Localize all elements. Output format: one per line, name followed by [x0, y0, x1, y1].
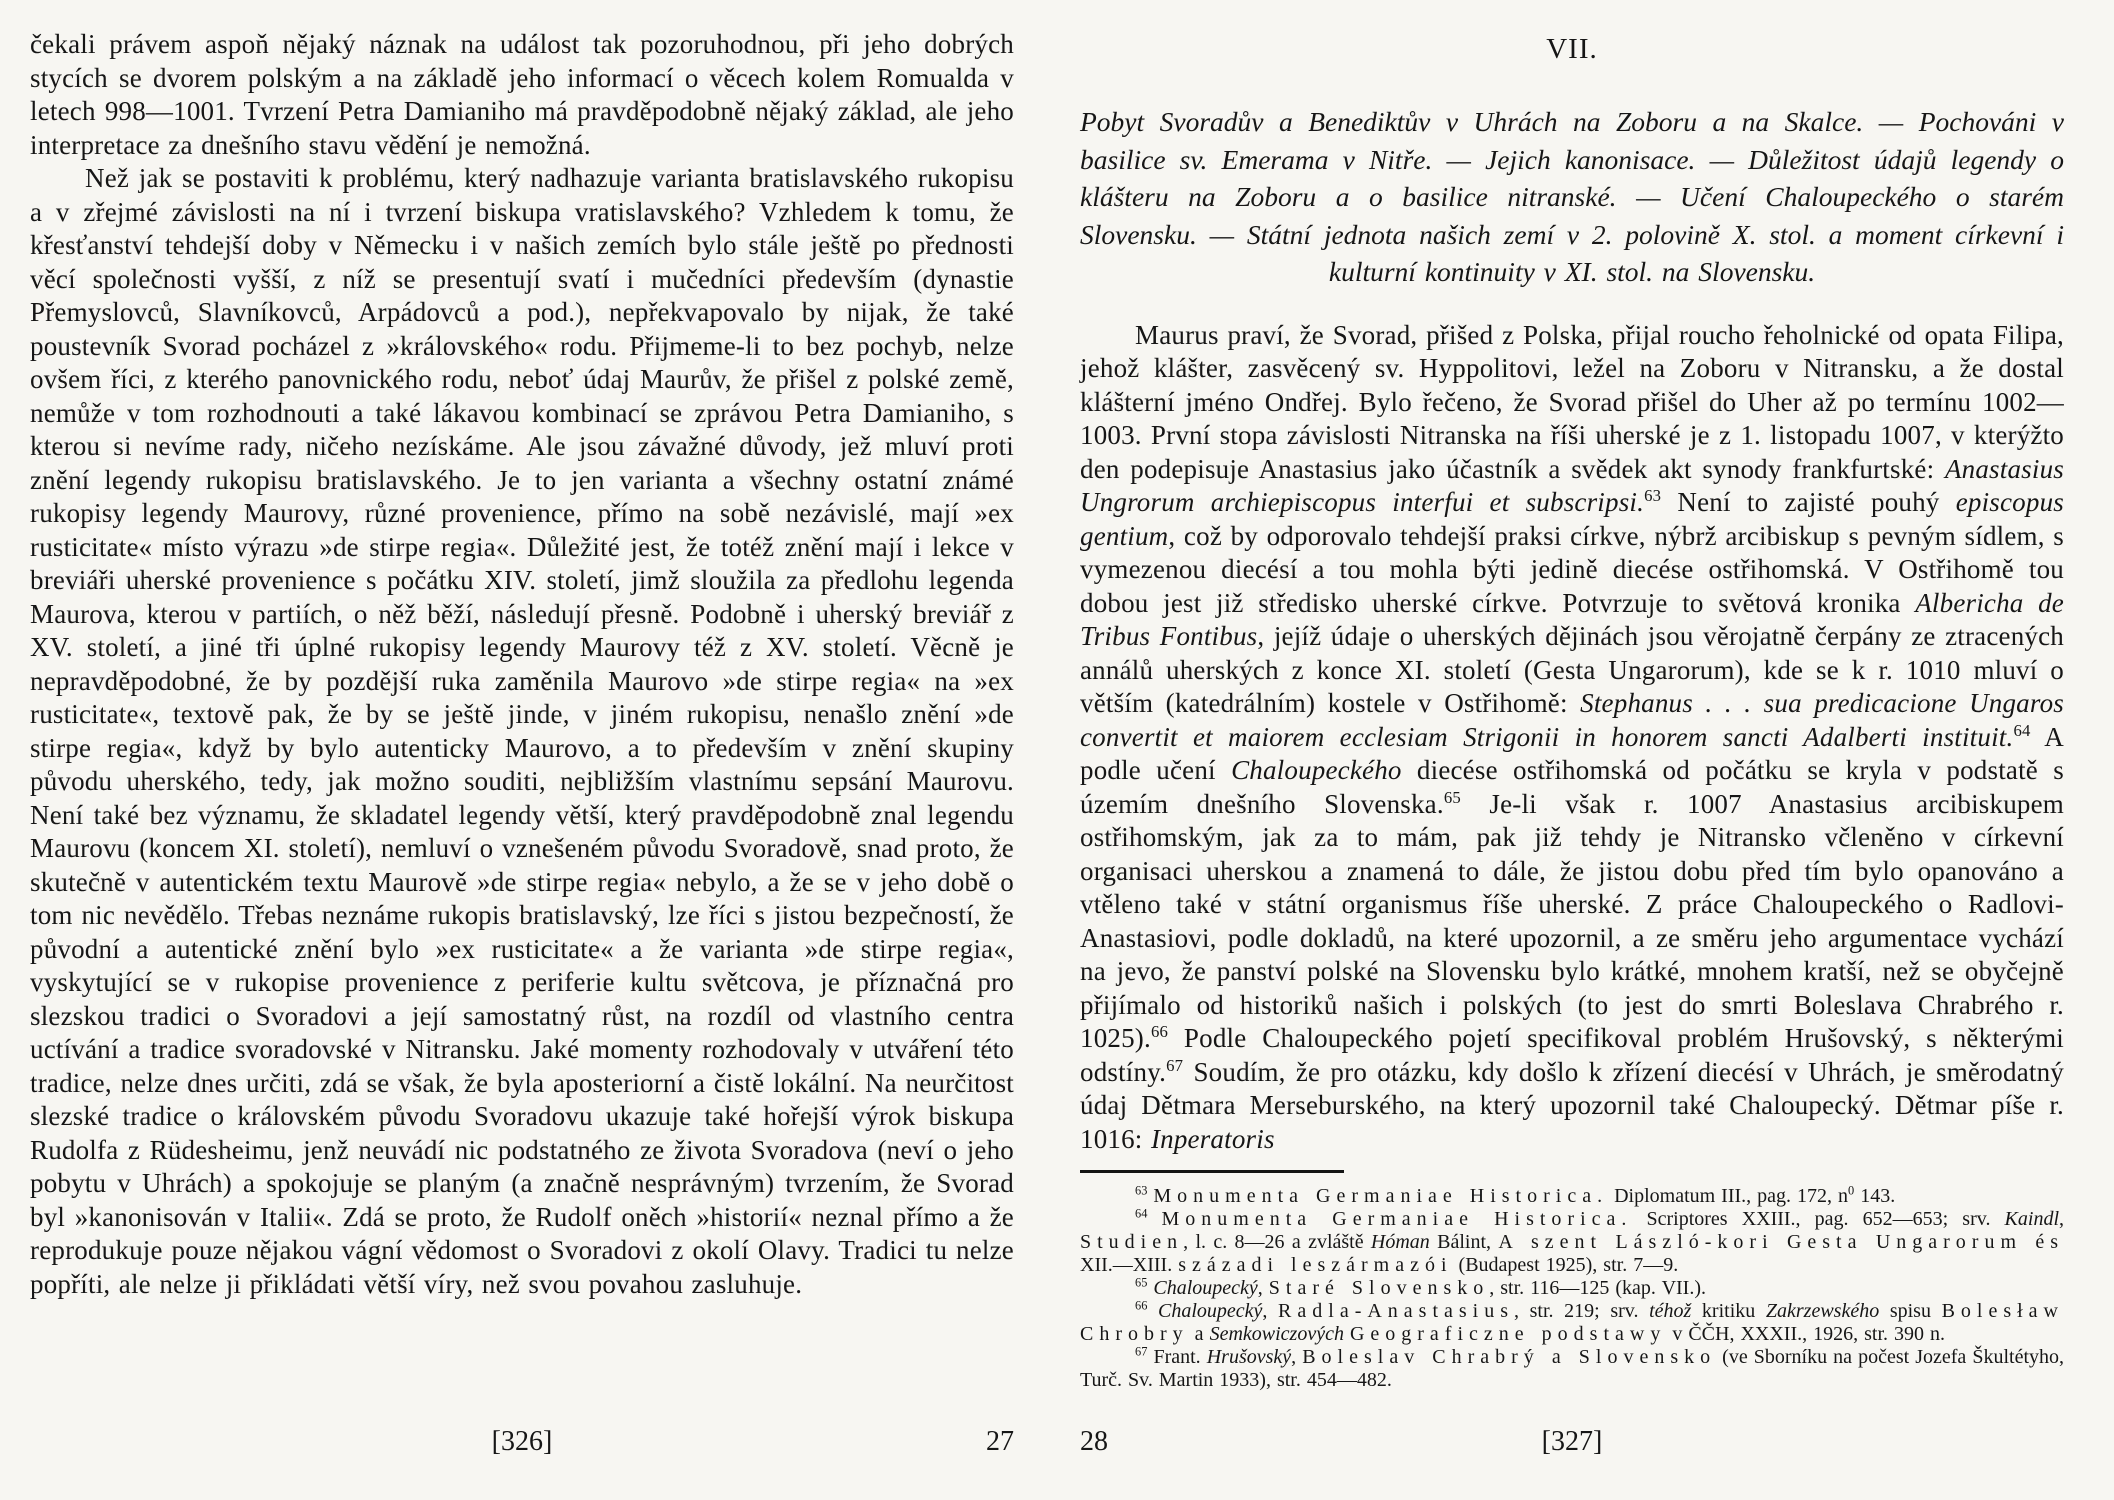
folio-number: [326] — [491, 1426, 553, 1457]
footnote-67: $^{67}$ Frant. Hrušovský, Boleslav Chrabrý a Slovensko (ve Sborníku na počest Jozefa Škultétyho, Turč. Sv. Martin 1933), str. 454—482. — [1080, 1344, 2065, 1391]
right-body-text — [1080, 319, 2064, 1157]
footnote-66: $^{66}$ Chaloupecký, Radla-Anastasius, str. 219; srv. téhož kritiku Zakrzewského spisu Bolesław Chrobry a Semkowiczových Geograficzne podstawy v ČČH, XXXII., 1926, str. 390 n. — [1080, 1298, 2064, 1345]
page-left — [30, 28, 1014, 1480]
footnote-65: $^{65}$ Chaloupecký, Staré Slovensko, str. 116—125 (kap. VII.). — [1135, 1275, 1706, 1299]
paragraph-continuation: čekali právem aspoň nějaký náznak na událost tak pozoruhodnou, při jeho dobrých stycích se dvorem polským a na základě jeho informací o věcech kolem Romualda v letech 998—1001. Tvrzení Petra Damianiho má pravděpodobně nějaký základ, ale jeho interpretace za dnešního stavu vědění je nemožná. — [30, 29, 1014, 160]
page-footer-right — [1080, 1426, 2064, 1480]
paragraph-main: Než jak se postaviti k problému, který nadhazuje varianta bratislavského rukopisu a v zřejmé závislosti na ní i tvrzení biskupa vratislavského? Vzhledem k tomu, že křesťanství tehdejší doby v Německu i v našich zemích bylo stále ještě po přednosti věcí společnosti vyšší, z níž se presentují svatí i mučedníci především (dynastie Přemyslovců, Slavníkovců, Arpádovců a pod.), nepřekvapovalo by nijak, že také poustevník Svorad pocházel z »královského« rodu. Přijmeme-li to bez pochyb, nelze ovšem říci, z kterého panovnického rodu, neboť údaj Maurův, že přišel z polské země, nemůže v tom rozhodnouti a také lákavou kombinací se zprávou Petra Damianiho, s kterou si nevíme rady, ničeho nezískáme. Ale jsou závažné důvody, jež mluví proti znění legendy rukopisu bratislavského. Je to jen varianta a všechny ostatní známé rukopisy legendy Maurovy, různé provenience, přímo na sobě nezávislé, mají »ex rusticitate« místo výrazu »de stirpe regia«. Důležité jest, že totéž znění mají i lekce v breviáři uherské provenience s počátku XIV. století, jimž sloužila za předlohu legenda Maurova, kterou v partiích, o něž běží, následují přesně. Podobně i uherský breviář z XV. století, a jiné tři úplné rukopisy legendy Maurovy též z XV. století. Věcně je nepravděpodobné, že by pozdější ruka zaměnila Maurovo »de stirpe regia« na »ex rusticitate«, textově pak, že by se ještě jinde, v jiném rukopisu, nenašlo znění »de stirpe regia«, když by bylo autenticky Maurovo, a to především v znění skupiny původu uherského, tedy, jak možno souditi, nejbližším vlastnímu sepsání Maurovu. Není také bez významu, že skladatel legendy větší, který pravděpodobně znal legendu Maurovu (koncem XI. století), nemluví o vznešeném původu Svoradově, snad proto, že skutečně v autentickém textu Maurově »de stirpe regia« nebylo, a že se v jeho době o tom nic nevědělo. Třebas neznáme rukopis bratislavský, lze říci s jistou bezpečností, že původní a autentické znění bylo »ex rusticitate« a že varianta »de stirpe regia«, vyskytující se v rukopise provenience z periferie kultu světcova, je příznačná pro slezskou tradici o Svoradovi a její samostatný růst, na rozdíl od vlastního centra uctívání a tradice svoradovské v Nitransku. Jaké momenty rozhodovaly v utváření této tradice, nelze dnes určiti, zdá se však, že byla aposteriorní a čistě lokální. Na neurčitost slezské tradice o královském původu Svoradovu ukazuje také hořejší výrok biskupa Rudolfa z Rüdesheimu, jenž neuvádí nic podstatného ze života Svoradova (neví o jeho pobytu v Uhrách) a spokojuje se planým (a značně nesprávným) tvrzením, že Svorad byl »kanonisován v Italii«. Zdá se proto, že Rudolf oněch »historií« neznal přímo a že reprodukuje pouze nějakou vágní vědomost o Svoradovi z okolí Olavy. Tradici tu nelze popříti, ale nelze ji přikládati větší víry, než svou povahou zasluhuje. — [30, 163, 1014, 1299]
page-number: 28 — [1080, 1426, 1108, 1457]
body-paragraph: Maurus praví, že Svorad, přišed z Polska, přijal roucho řeholnické od opata Filipa, jehož klášter, zasvěcený sv. Hyppolitovi, ležel na Zoboru v Nitransku, a že dostal klášterní jméno Ondřej. Bylo řečeno, že Svorad přišel do Uher až po termínu 1002—1003. První stopa závislosti Nitranska na říši uherské je z 1. listopadu 1007, v kterýžto den podepisuje Anastasius jako účastník a svědek akt synody frankfurtské: Anastasius Ungrorum archiepiscopus interfui et subscripsi.$^{63}$ Není to zajisté pouhý episcopus gentium, což by odporovalo tehdejší praksi církve, nýbrž arcibiskup s pevným sídlem, s vymezenou diecésí a tou mohla býti jedině diecése ostřihomská. V Ostřihomě tou dobou jest již středisko uherské církve. Potvrzuje to světová kronika Albericha de Tribus Fontibus, jejíž údaje o uherských dějinách jsou věrojatně čerpány ze ztracených annálů uherských z konce XI. století (Gesta Ungarorum), kde se k r. 1010 mluví o větším (katedrálním) kostele v Ostřihomě: Stephanus . . . sua predicacione Ungaros convertit et maiorem ecclesiam Strigonii in honorem sancti Adalberti instituit.$^{64}$ A podle učení Chaloupeckého diecése ostřihomská od počátku se kryla v podstatě s územím dnešního Slovenska.$^{65}$ Je-li však r. 1007 Anastasius arcibiskupem ostřihomským, jak za to mám, pak již tehdy je Nitransko včleněno v církevní organisaci uherskou a znamená to dále, že jistou dobu před tím bylo opanováno a vtěleno také v státní organismus říše uherské. Z práce Chaloupeckého o Radlovi-Anastasiovi, podle dokladů, na které upozornil, a ze směru jeho argumentace vychází na jevo, že panství polské na Slovensku bylo krátké, mnohem kratší, než se obyčejně přijímalo od historiků našich i polských (to jest do smrti Boleslava Chrabrého r. 1025).$^{66}$ Podle Chaloupeckého pojetí specifikoval problém Hrušovský, s některými odstíny.$^{67}$ Soudím, že pro otázku, kdy došlo k zřízení diecésí v Uhrách, je směrodatný údaj Dětmara Merseburského, na který upozornil také Chaloupecký. Dětmar píše r. 1016: Inperatoris — [1080, 319, 2065, 1154]
footnotes — [1080, 1185, 2064, 1392]
page-right — [1080, 28, 2064, 1480]
chapter-abstract: Pobyt Svoradův a Benediktův v Uhrách na Zoboru a na Skalce. — Pochováni v basilice sv. Emerama v Nitře. — Jejich kanonisace. — Důležitost údajů legendy o klášteru na Zoboru a o basilice nitranské. — Učení Chaloupeckého o starém Slovensku. — Státní jednota našich zemí v 2. polovině X. stol. a moment církevní i kulturní kontinuity v XI. stol. na Slovensku. — [1080, 106, 2064, 287]
footnote-separator-rule — [1080, 1170, 1344, 1173]
page-footer-left — [30, 1426, 1014, 1480]
page-number: 27 — [986, 1426, 1014, 1457]
chapter-heading: VII. — [1546, 33, 1598, 65]
folio-number: [327] — [1541, 1426, 1603, 1457]
left-body-text — [30, 28, 1014, 1301]
footnote-64: $^{64}$ Monumenta Germaniae Historica. Scriptores XXIII., pag. 652—653; srv. Kaindl, Studien, l. c. 8—26 a zvláště Hóman Bálint, A szent László-kori Gesta Ungarorum és XII.—XIII. századi leszármazói (Budapest 1925), str. 7—9. — [1080, 1206, 2065, 1276]
footnote-63: $^{63}$ Monumenta Germaniae Historica. Diplomatum III., pag. 172, $n^0$ 143. — [1135, 1183, 1896, 1207]
